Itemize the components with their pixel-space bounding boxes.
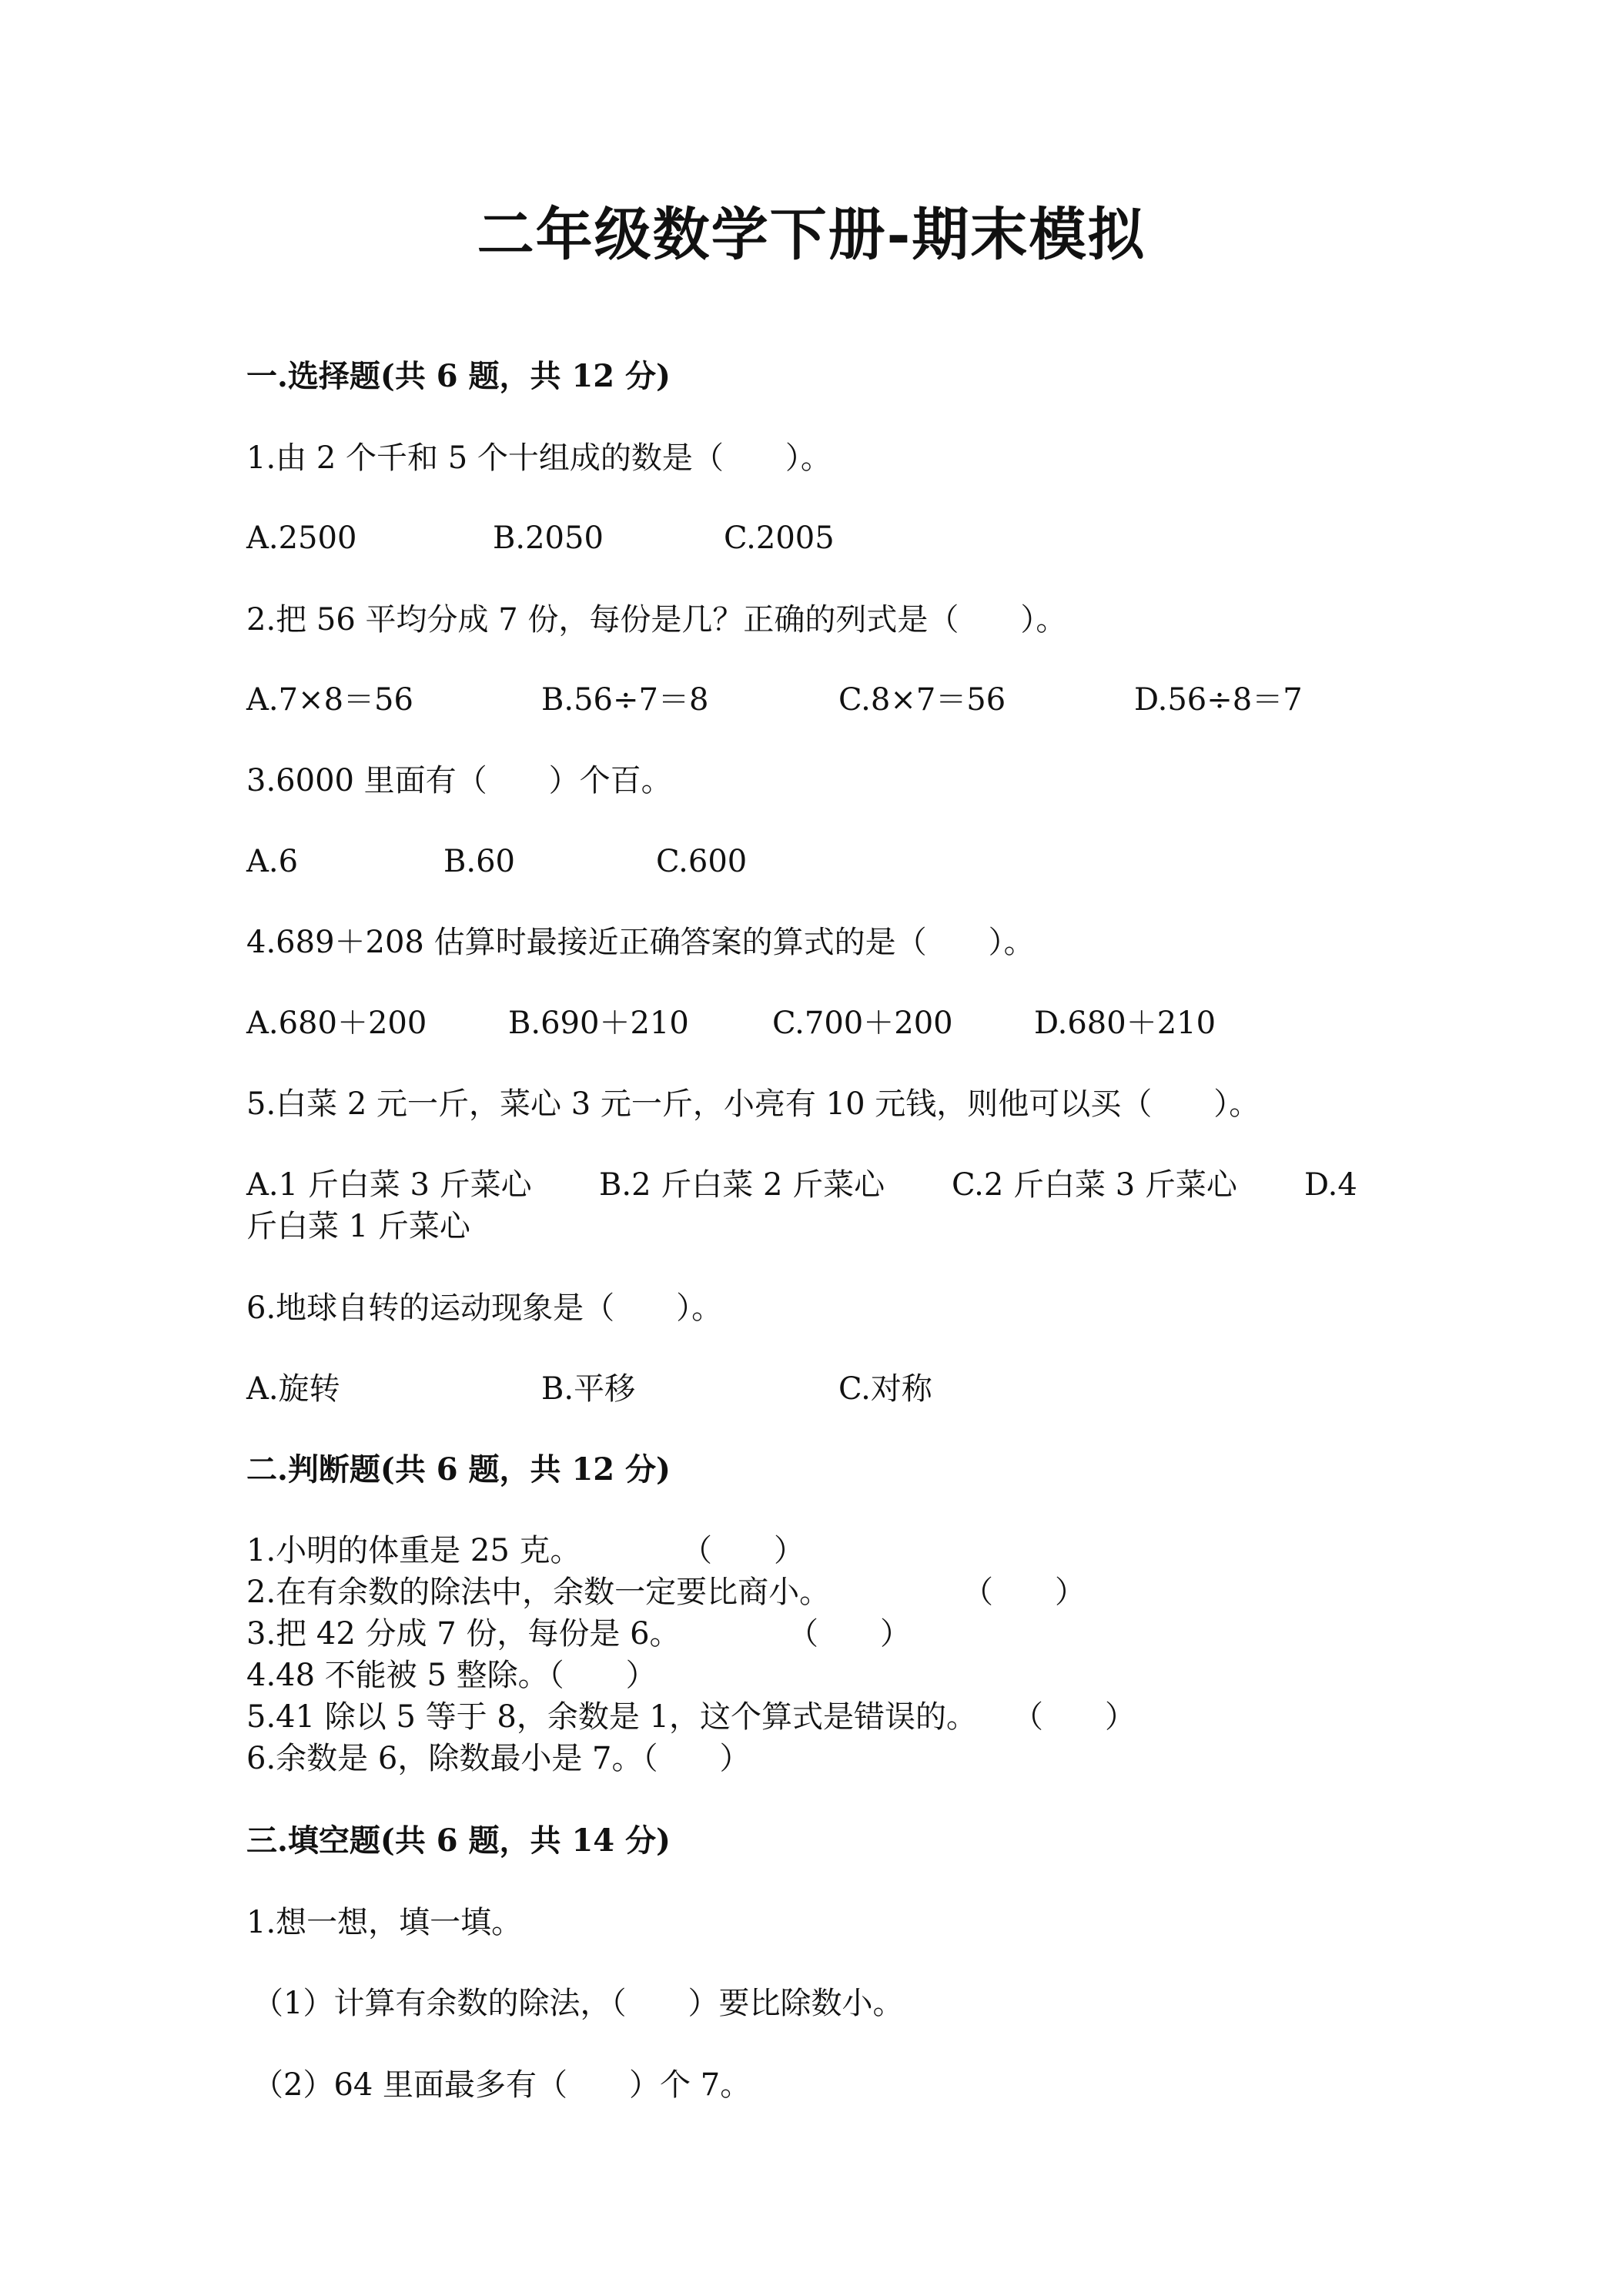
question-3: 3.6000 里面有（ ）个百。 bbox=[246, 763, 672, 798]
q2-option-d: D.56÷8＝7 bbox=[1134, 682, 1303, 718]
q6-option-b: B.平移 bbox=[541, 1371, 636, 1407]
judgment-2-bracket: （ ） bbox=[962, 1575, 1086, 1610]
question-5: 5.白菜 2 元一斤，菜心 3 元一斤，小亮有 10 元钱，则他可以买（ ）。 bbox=[246, 1086, 1260, 1122]
q2-option-b: B.56÷7＝8 bbox=[541, 682, 709, 718]
q5-option-c: C.2 斤白菜 3 斤菜心 bbox=[952, 1167, 1237, 1203]
judgment-1-bracket: （ ） bbox=[681, 1533, 805, 1568]
question-2: 2.把 56 平均分成 7 份，每份是几？正确的列式是（ ）。 bbox=[246, 602, 1067, 638]
fill-question-1: 1.想一想，填一填。 bbox=[246, 1905, 523, 1940]
q5-option-b: B.2 斤白菜 2 斤菜心 bbox=[599, 1167, 885, 1203]
q4-option-d: D.680＋210 bbox=[1034, 1006, 1216, 1041]
judgment-5-text: 5.41 除以 5 等于 8，余数是 1，这个算式是错误的。 bbox=[246, 1699, 977, 1735]
judgment-1-text: 1.小明的体重是 25 克。 bbox=[246, 1533, 581, 1568]
question-4: 4.689＋208 估算时最接近正确答案的算式的是（ ）。 bbox=[246, 925, 1035, 960]
question-6: 6.地球自转的运动现象是（ ）。 bbox=[246, 1290, 723, 1326]
section-header-fill-blank: 三.填空题(共 6 题，共 14 分) bbox=[246, 1822, 671, 1859]
q4-option-a: A.680＋200 bbox=[246, 1006, 427, 1041]
question-1: 1.由 2 个千和 5 个十组成的数是（ ）。 bbox=[246, 440, 832, 476]
judgment-6-text: 6.余数是 6，除数最小是 7。（ ） bbox=[246, 1741, 751, 1776]
q3-option-a: A.6 bbox=[246, 844, 299, 879]
judgment-3-text: 3.把 42 分成 7 份，每份是 6。 bbox=[246, 1616, 681, 1652]
fill-question-1-sub-1: （1）计算有余数的除法，（ ）要比除数小。 bbox=[253, 1986, 904, 2021]
q6-option-c: C.对称 bbox=[838, 1371, 932, 1407]
judgment-4-text: 4.48 不能被 5 整除。（ ） bbox=[246, 1658, 657, 1693]
q3-option-c: C.600 bbox=[656, 844, 748, 879]
judgment-2-text: 2.在有余数的除法中，余数一定要比商小。 bbox=[246, 1575, 831, 1610]
section-header-choice: 一.选择题(共 6 题，共 12 分) bbox=[246, 358, 671, 394]
q4-option-b: B.690＋210 bbox=[508, 1006, 689, 1041]
q5-option-a: A.1 斤白菜 3 斤菜心 bbox=[246, 1167, 532, 1203]
q2-option-a: A.7×8＝56 bbox=[246, 682, 413, 718]
page-title: 二年级数学下册-期末模拟 bbox=[477, 202, 1146, 268]
q1-option-a: A.2500 bbox=[246, 520, 357, 556]
judgment-3-bracket: （ ） bbox=[788, 1616, 911, 1652]
q1-option-b: B.2050 bbox=[493, 520, 604, 556]
fill-question-1-sub-2: （2）64 里面最多有（ ）个 7。 bbox=[253, 2067, 751, 2103]
q3-option-b: B.60 bbox=[443, 844, 516, 879]
section-header-judgment: 二.判断题(共 6 题，共 12 分) bbox=[246, 1451, 671, 1488]
q1-option-c: C.2005 bbox=[724, 520, 835, 556]
q5-option-d-continued: 斤白菜 1 斤菜心 bbox=[246, 1209, 470, 1244]
q2-option-c: C.8×7＝56 bbox=[838, 682, 1006, 718]
q4-option-c: C.700＋200 bbox=[772, 1006, 953, 1041]
q5-option-d: D.4 bbox=[1304, 1167, 1357, 1203]
q6-option-a: A.旋转 bbox=[246, 1371, 340, 1407]
judgment-5-bracket: （ ） bbox=[1012, 1699, 1136, 1735]
